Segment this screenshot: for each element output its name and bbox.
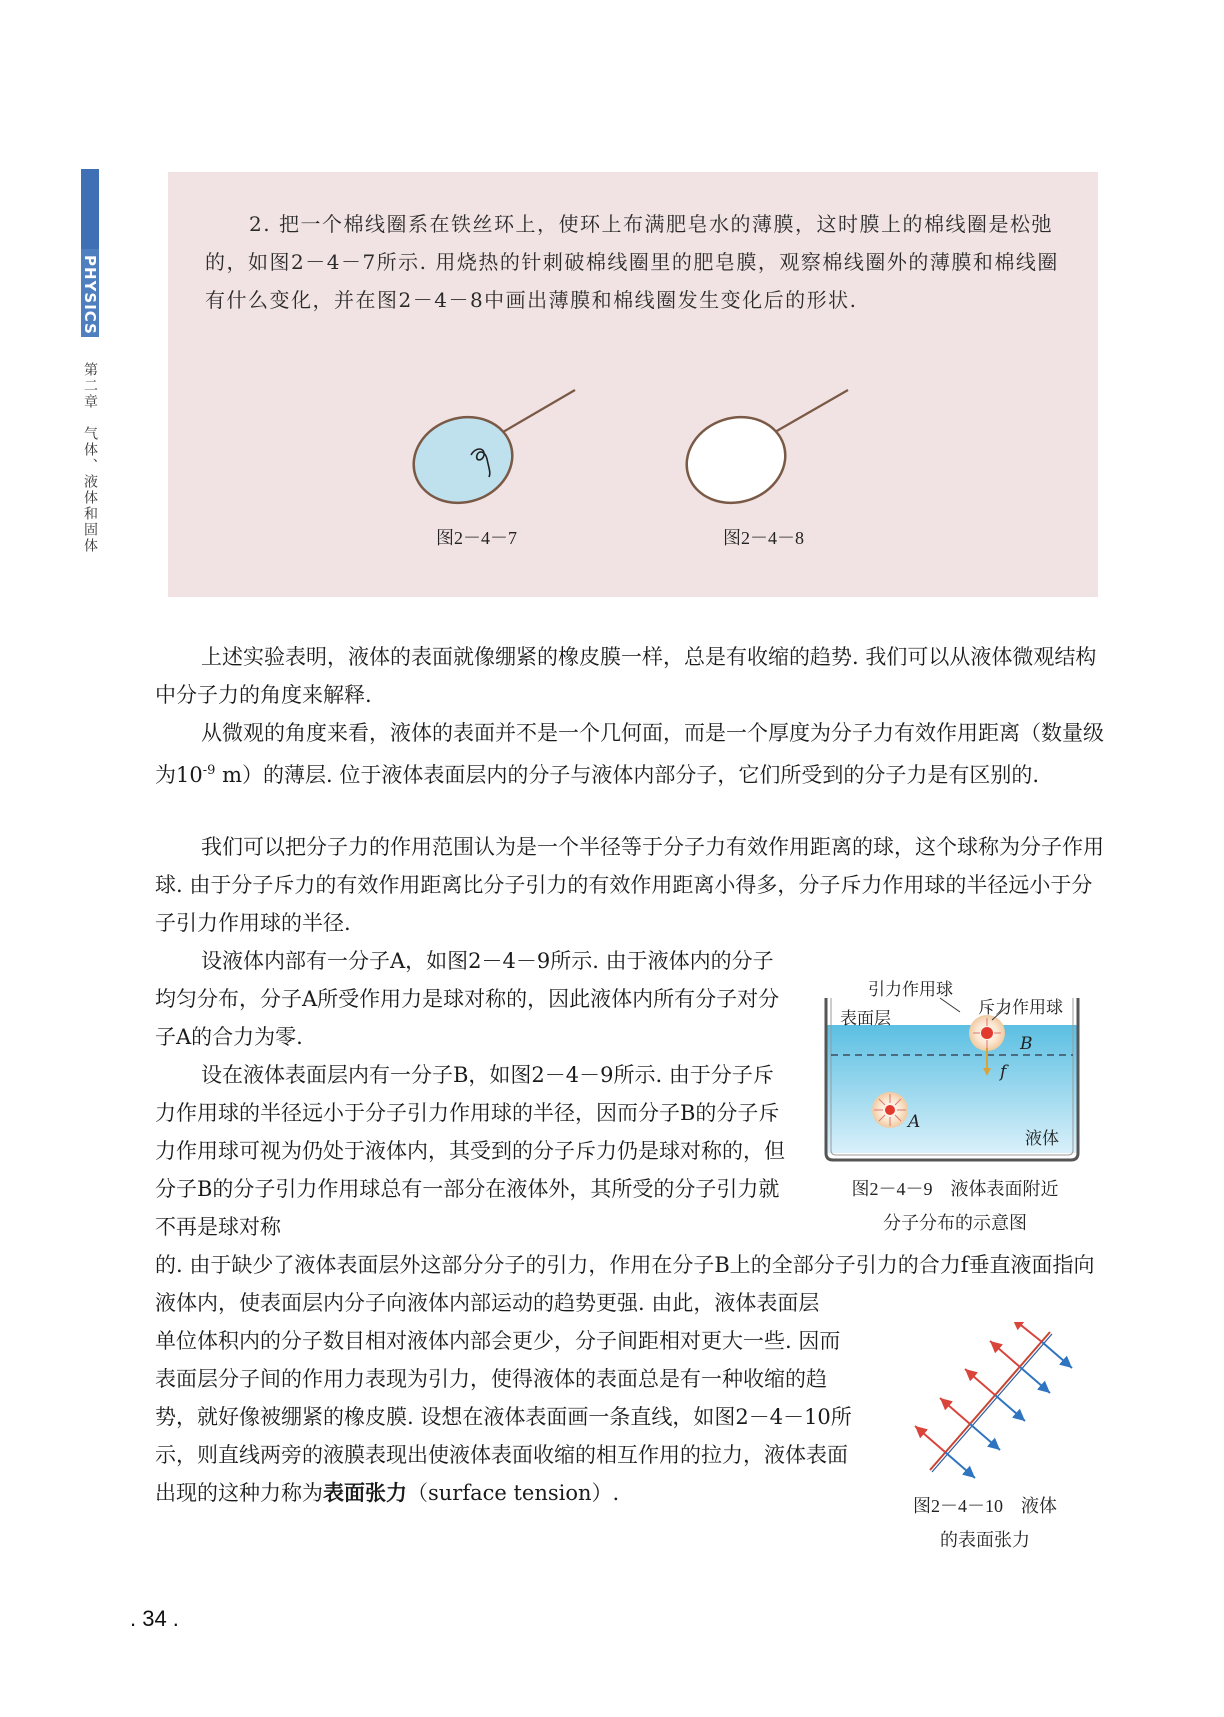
fig-2-4-10-caption-line1: 图2－4－10 液体 xyxy=(913,1496,1057,1516)
sidebar-color-bar-top xyxy=(81,169,99,249)
label-liquid: 液体 xyxy=(1025,1129,1059,1149)
label-repel-sphere: 斥力作用球 xyxy=(978,998,1063,1018)
fig-2-4-9-caption-line2: 分子分布的示意图 xyxy=(883,1213,1027,1233)
p5-text: 设在液体表面层内有一分子B，如图2－4－9所示. 由于分子斥力作用球的半径远小于分子引力作用球的半径，因而分子B的分子斥力作用球可视为仍处于液体内，其受到的分子斥力仍是球对称的，但分子B的分子引力作用球总有一部分在液体外，其所受的分子引力就不再是球对称 xyxy=(155,1063,785,1239)
paragraph-2 xyxy=(155,714,1105,794)
p7-text xyxy=(155,1322,855,1512)
fig-2-4-8-caption: 图2－4－8 xyxy=(723,528,804,548)
label-f: f xyxy=(1000,1062,1007,1082)
p4-text: 设液体内部有一分子A，如图2－4－9所示. 由于液体内的分子均匀分布，分子A所受作用力是球对称的，因此液体内所有分子对分子A的合力为零. xyxy=(155,949,780,1049)
fig-2-4-10-caption-line2: 的表面张力 xyxy=(940,1530,1030,1550)
p2-text xyxy=(155,714,1105,794)
p2-text-a: 从微观的角度来看，液体的表面并不是一个几何面，而是一个厚度为分子力有效作用距离（数量级为10 xyxy=(155,721,1104,787)
paragraph-6 xyxy=(155,1246,1105,1322)
surface-tension-term: 表面张力 xyxy=(323,1481,407,1505)
fig-2-4-10-caption xyxy=(880,1489,1090,1557)
p6-text: 的. 由于缺少了液体表面层外这部分分子的引力，作用在分子B上的全部分子引力的合力f垂直液面指向液体内，使表面层内分子向液体内部运动的趋势更强. 由此，液体表面层 xyxy=(155,1253,1095,1315)
page-number: . 34 . xyxy=(130,1606,179,1631)
figure-2-4-10 xyxy=(890,1322,1090,1482)
paragraph-4 xyxy=(155,942,785,1056)
p7-text-end: （surface tension）. xyxy=(407,1481,620,1505)
p3-text: 我们可以把分子力的作用范围认为是一个半径等于分子力有效作用距离的球，这个球称为分子作用球. 由于分子斥力的有效作用距离比分子引力的有效作用距离小得多，分子斥力作用球的半径远小于分子引力作用球的半径. xyxy=(155,835,1104,935)
p2-text-b: m）的薄层. 位于液体表面层内的分子与液体内部分子，它们所受到的分子力是有区别的. xyxy=(215,763,1040,787)
label-surface-layer: 表面层 xyxy=(840,1009,891,1029)
paragraph-3 xyxy=(155,828,1105,942)
figure-2-4-7 xyxy=(405,385,585,505)
p2-exponent: -9 xyxy=(202,763,216,778)
physics-text: PHYSICS xyxy=(81,255,99,335)
physics-label xyxy=(80,253,100,337)
chapter-title: 第二章 气体、液体和固体 xyxy=(82,362,98,554)
molecule-a xyxy=(872,1092,908,1128)
fig-2-4-9-caption xyxy=(820,1172,1090,1240)
tension-arrows xyxy=(915,1322,1072,1478)
paragraph-1 xyxy=(155,638,1105,714)
p7-text-main: 单位体积内的分子数目相对液体内部会更少，分子间距相对更大一些. 因而表面层分子间的作用力表现为引力，使得液体的表面总是有一种收缩的趋势，就好像被绷紧的橡皮膜. 设想在液体表面画一条直线，如图2－4－10所示，则直线两旁的液膜表现出使液体表面收缩的相互作用的拉力，液体表面出现的这种力称为 xyxy=(155,1329,852,1505)
activity-paragraph: 2. 把一个棉线圈系在铁丝环上，使环上布满肥皂水的薄膜，这时膜上的棉线圈是松弛的，如图2－4－7所示. 用烧热的针刺破棉线圈里的肥皂膜，观察棉线圈外的薄膜和棉线圈有什么变化，并在图2－4－8中画出薄膜和棉线圈发生变化后的形状. xyxy=(205,212,1059,312)
label-b: B xyxy=(1020,1034,1033,1054)
paragraph-5 xyxy=(155,1056,785,1246)
fig-2-4-9-caption-line1: 图2－4－9 液体表面附近 xyxy=(851,1179,1059,1199)
figure-2-4-8 xyxy=(680,385,860,505)
label-attract-sphere: 引力作用球 xyxy=(868,980,953,1000)
paragraph-7 xyxy=(155,1322,855,1512)
label-a: A xyxy=(908,1112,921,1132)
activity-text xyxy=(205,205,1070,319)
p1-text: 上述实验表明，液体的表面就像绷紧的橡皮膜一样，总是有收缩的趋势. 我们可以从液体微观结构中分子力的角度来解释. xyxy=(155,645,1097,707)
fig-2-4-7-caption: 图2－4－7 xyxy=(436,528,517,548)
